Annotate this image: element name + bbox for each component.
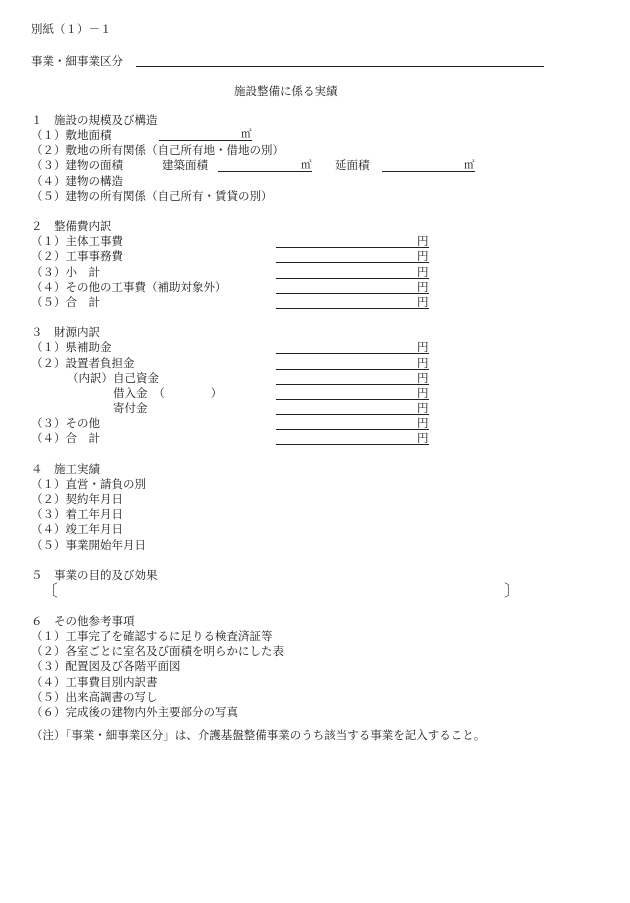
yen-unit: 円 <box>417 416 429 430</box>
funding-line[interactable] <box>276 414 429 415</box>
section2-heading: ２ 整備費内訳 <box>31 219 112 233</box>
yen-unit: 円 <box>417 431 429 445</box>
section3-heading: ３ 財源内訳 <box>31 325 100 339</box>
yen-unit: 円 <box>417 265 429 279</box>
land-ownership-label: （２）敷地の所有関係（自己所有地・借地の別） <box>31 143 284 157</box>
attachment-label: 別紙（１）－１ <box>31 22 112 36</box>
yen-unit: 円 <box>417 371 429 385</box>
section5-heading: ５ 事業の目的及び効果 <box>31 568 158 582</box>
cost-item: （５）合 計 <box>31 295 100 309</box>
yen-unit: 円 <box>417 249 429 263</box>
yen-unit: 円 <box>417 356 429 370</box>
yen-unit: 円 <box>417 340 429 354</box>
construction-item: （５）事業開始年月日 <box>31 538 146 552</box>
cost-item: （１）主体工事費 <box>31 234 123 248</box>
footnote: （注）「事業・細事業区分」は、介護基盤整備事業のうち該当する事業を記入すること。 <box>31 728 486 742</box>
building-footprint-label: 建築面積 <box>162 158 208 172</box>
funding-subitem: 借入金 （ ） <box>113 386 223 400</box>
site-area-label: （１）敷地面積 <box>31 128 112 142</box>
sqm-unit: ㎡ <box>301 159 312 171</box>
section1-heading: １ 施設の規模及び構造 <box>31 113 158 127</box>
construction-item: （３）着工年月日 <box>31 507 123 521</box>
construction-item: （２）契約年月日 <box>31 492 123 506</box>
category-label: 事業・細事業区分 <box>31 54 123 68</box>
total-floor-label: 延面積 <box>335 158 370 172</box>
cost-line[interactable] <box>276 308 429 309</box>
yen-unit: 円 <box>417 234 429 248</box>
reference-item: （６）完成後の建物内外主要部分の写真 <box>31 705 238 719</box>
building-footprint-line[interactable] <box>218 171 312 172</box>
building-area-label: （３）建物の面積 <box>31 158 123 172</box>
reference-item: （２）各室ごとに室名及び面積を明らかにした表 <box>31 644 284 658</box>
reference-item: （１）工事完了を確認するに足りる検査済証等 <box>31 629 273 643</box>
yen-unit: 円 <box>417 280 429 294</box>
yen-unit: 円 <box>417 401 429 415</box>
reference-item: （５）出来高調書の写し <box>31 690 158 704</box>
cost-line[interactable] <box>276 278 429 279</box>
reference-item: （４）工事費目別内訳書 <box>31 675 158 689</box>
funding-line[interactable] <box>276 353 429 354</box>
total-floor-line[interactable] <box>382 171 475 172</box>
funding-line[interactable] <box>276 369 429 370</box>
cost-item: （２）工事事務費 <box>31 249 123 263</box>
construction-item: （４）竣工年月日 <box>31 522 123 536</box>
page-title: 施設整備に係る実績 <box>234 84 338 98</box>
sqm-unit: ㎡ <box>241 128 252 140</box>
funding-line[interactable] <box>276 384 429 385</box>
funding-item: （２）設置者負担金 <box>31 356 135 370</box>
cost-item: （４）その他の工事費（補助対象外） <box>31 280 227 294</box>
funding-item: （１）県補助金 <box>31 340 112 354</box>
cost-line[interactable] <box>276 293 429 294</box>
funding-line[interactable] <box>276 429 429 430</box>
construction-item: （１）直営・請負の別 <box>31 477 146 491</box>
cost-item: （３）小 計 <box>31 265 100 279</box>
building-ownership-label: （５）建物の所有関係（自己所有・賃貸の別） <box>31 189 273 203</box>
funding-subitem: （内訳）自己資金 <box>67 371 159 385</box>
funding-item: （３）その他 <box>31 416 100 430</box>
close-bracket: 〕 <box>504 581 521 600</box>
category-field-line[interactable] <box>136 66 544 67</box>
sqm-unit: ㎡ <box>464 159 475 171</box>
cost-line[interactable] <box>276 262 429 263</box>
funding-line[interactable] <box>276 399 429 400</box>
site-area-line[interactable] <box>159 140 252 141</box>
reference-item: （３）配置図及び各階平面図 <box>31 659 181 673</box>
funding-line[interactable] <box>276 444 429 445</box>
section4-heading: ４ 施工実績 <box>31 462 100 476</box>
cost-line[interactable] <box>276 247 429 248</box>
yen-unit: 円 <box>417 386 429 400</box>
open-bracket: 〔 <box>42 581 59 600</box>
section6-heading: ６ その他参考事項 <box>31 614 135 628</box>
funding-item: （４）合 計 <box>31 431 100 445</box>
yen-unit: 円 <box>417 295 429 309</box>
building-structure-label: （４）建物の構造 <box>31 174 123 188</box>
funding-subitem: 寄付金 <box>113 401 148 415</box>
